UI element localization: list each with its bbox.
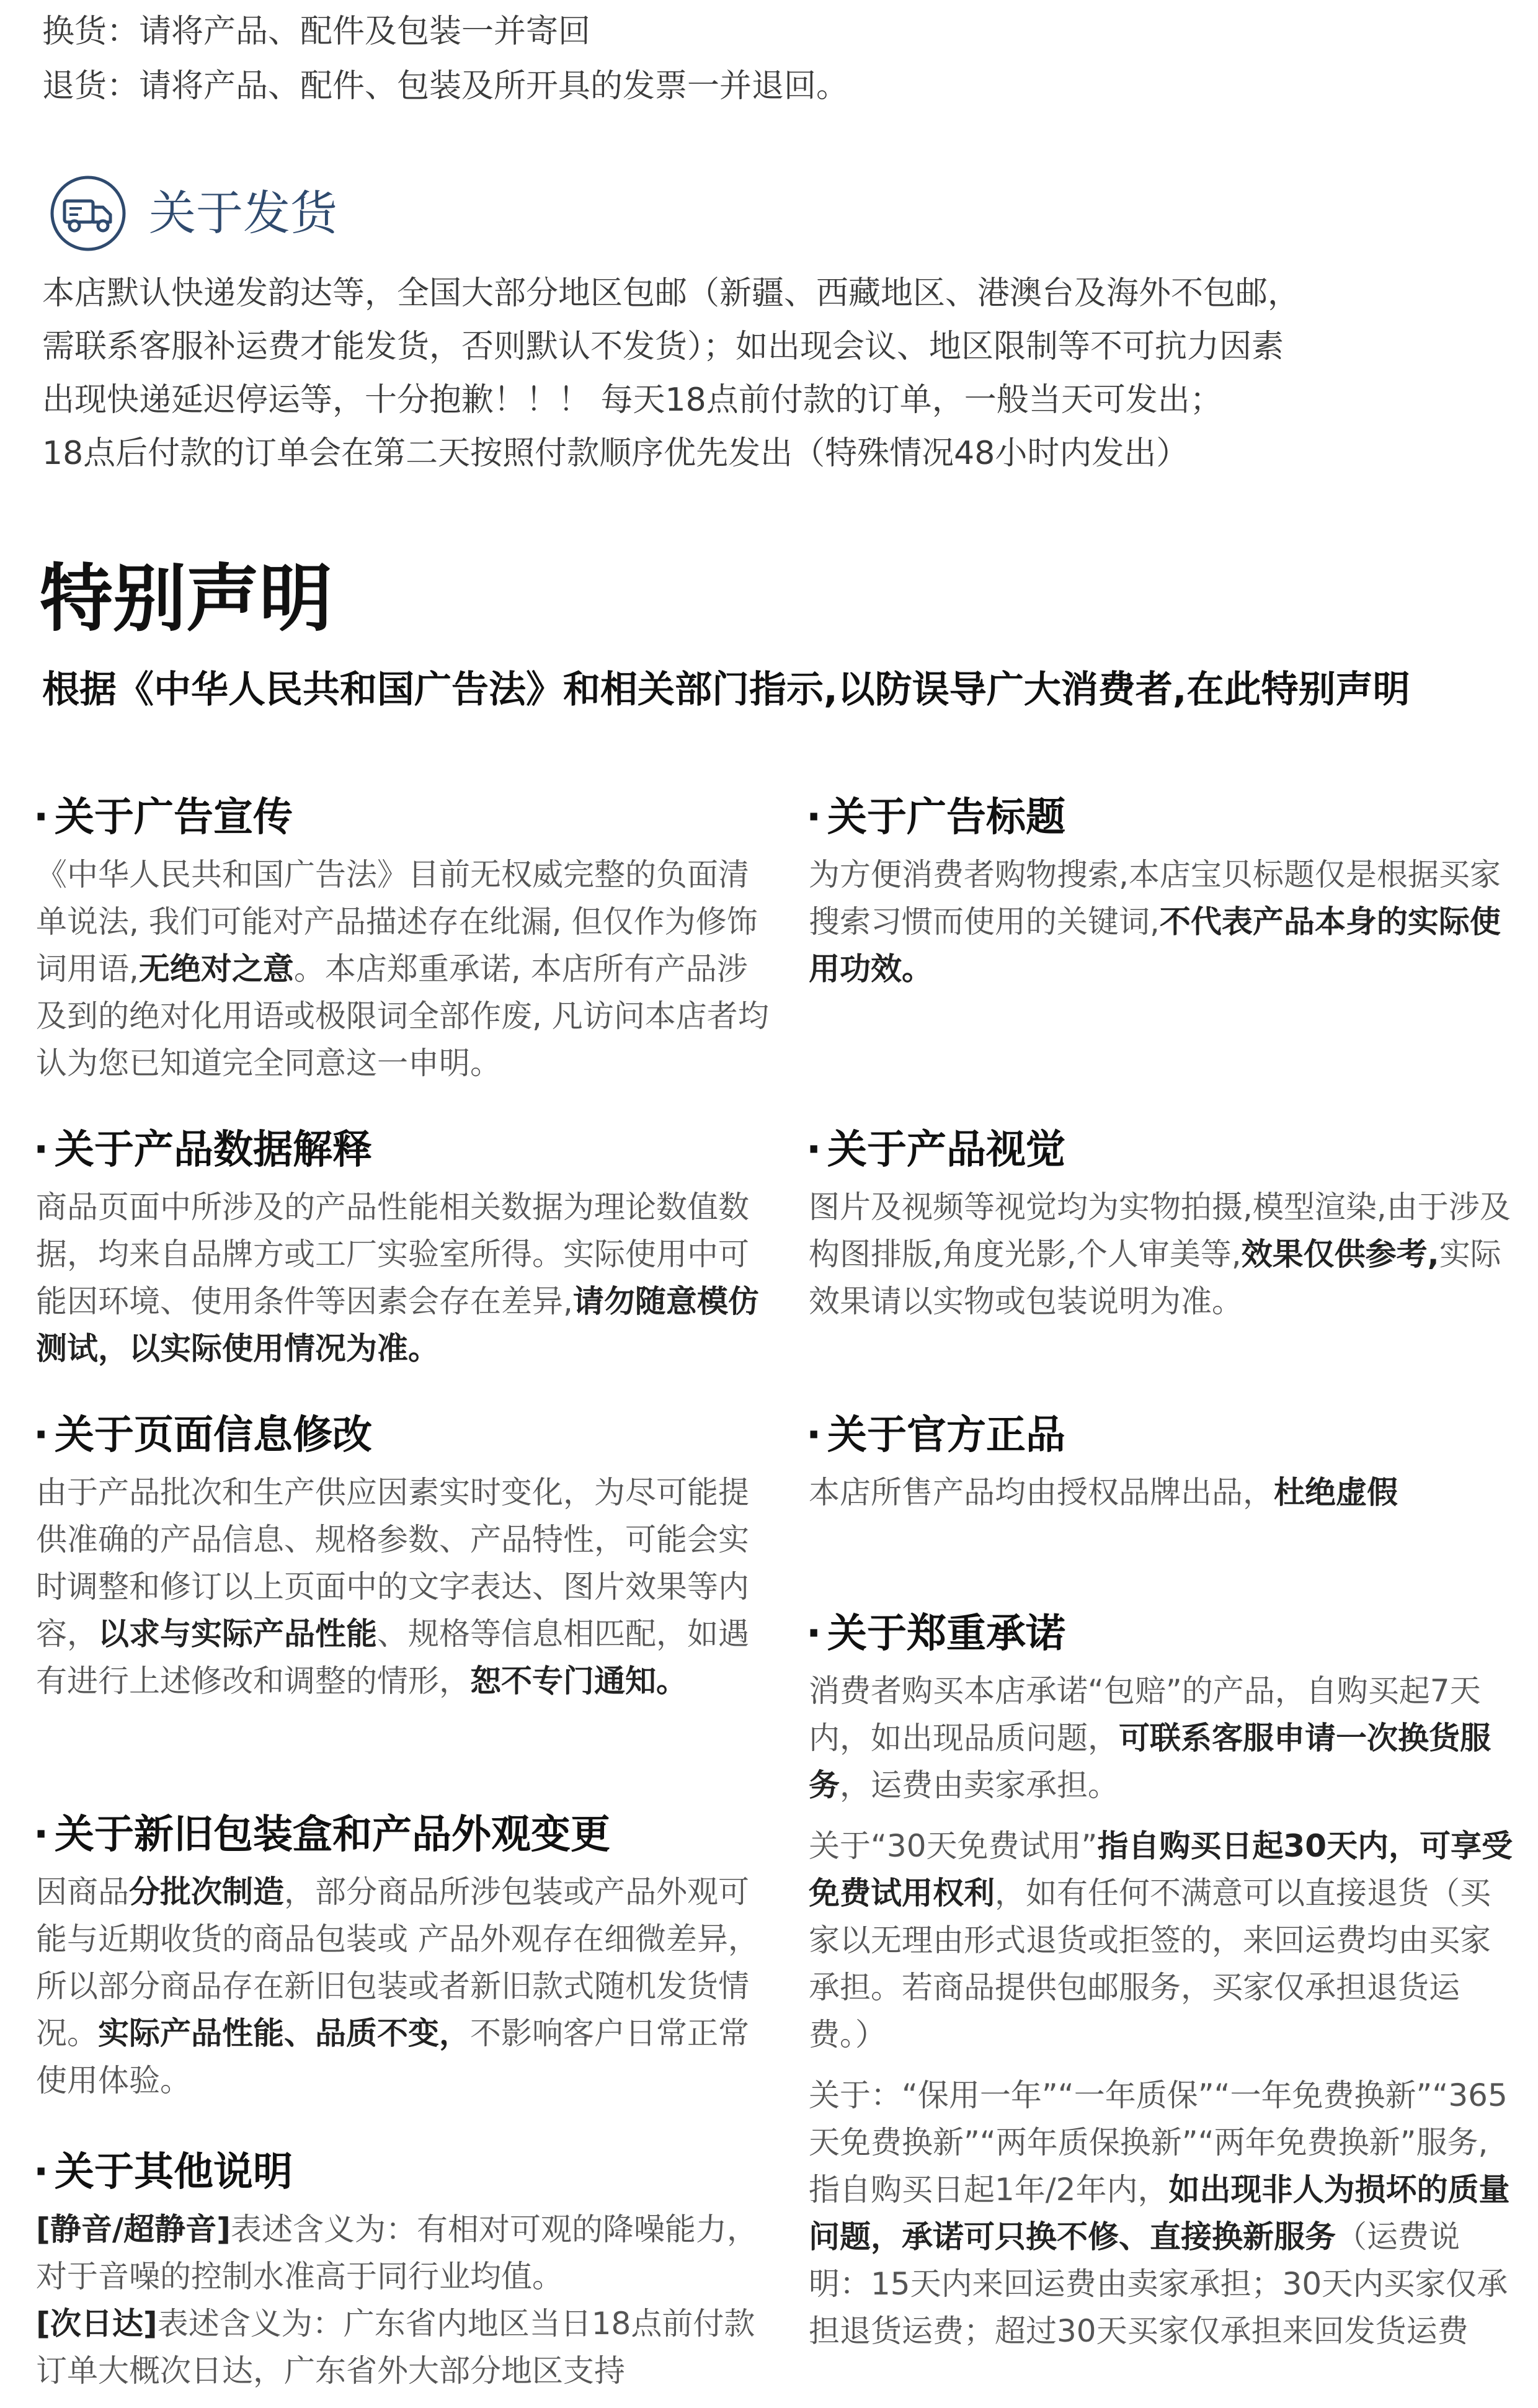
- section-adtitle: [806, 788, 1513, 1006]
- exchange-note: 换货：请将产品、配件及包装一并寄回: [42, 13, 591, 50]
- section-ad-body: 《中华人民共和国广告法》目前无权威完整的负面清单说法, 我们可能对产品描述存在纰漏, 但仅作为修饰词用语,无绝对之意。本店郑重承诺, 本店所有产品涉及到的绝对化用语或极限词全部作废, 凡访问本店者均认为您已知道完全同意这一申明。: [36, 857, 769, 1081]
- section-packaging: [33, 1805, 778, 2118]
- shipping-line-3: 出现快递延迟停运等，十分抱歉！！！ 每天18点前付款的订单，一般当天可发出；: [42, 381, 1222, 419]
- shipping-line-4: 18点后付款的订单会在第二天按照付款顺序优先发出（特殊情况48小时内发出）: [42, 435, 1189, 472]
- section-other-body: [静音/超静音]表述含义为：有相对可观的降噪能力，对于音噪的控制水准高于同行业均值。 [次日达]表述含义为：广东省内地区当日18点前付款订单大概次日达，广东省外大部分地区支持: [36, 2211, 758, 2389]
- section-promise-body: 消费者购买本店承诺“包赔”的产品，自购买起7天内，如出现品质问题，可联系客服申请一次换货服务，运费由卖家承担。 关于“30天免费试用”指自购买日起30天内，可享受免费试用权利，如有任何不满意可以直接退货（买家以无理由形式退货或拒签的，来回运费均由买家承担。若商品提供包邮服务，买家仅承担退货运费。） 关于：“保用一年”“一年质保”“一年免费换新”“365天免费换新”“两年质保换新”“两年免费换新”服务, 指自购买日起1年/2年内，如出现非人为损坏的质量问题，承诺可只换不修、直接换新服务（运费说明：15天内来回运费由卖家承担；30天内买家仅承担退货运费；超过30天买家仅承担来回发货运费: [809, 1673, 1513, 2349]
- section-info-title: · 关于页面信息修改: [33, 1412, 372, 1458]
- section-packaging-body: 因商品分批次制造，部分商品所涉包装或产品外观可能与近期收货的商品包装或 产品外观存在细微差异，所以部分商品存在新旧包装或者新旧款式随机发货情况。实际产品性能、品质不变，不影响客户日常正常使用体验。: [36, 1874, 759, 2098]
- section-data-body: 商品页面中所涉及的产品性能相关数据为理论数值数据，均来自品牌方或工厂实验室所得。实际使用中可能因环境、使用条件等因素会存在差异,请勿随意模仿测试，以实际使用情况为准。: [36, 1189, 759, 1367]
- section-ad: [33, 788, 778, 1100]
- shipping-line-1: 本店默认快递发韵达等，全国大部分地区包邮（新疆、西藏地区、港澳台及海外不包邮，: [42, 275, 1300, 312]
- section-adtitle-title: · 关于广告标题: [806, 795, 1065, 841]
- section-info-body: 由于产品批次和生产供应因素实时变化，为尽可能提供准确的产品信息、规格参数、产品特性，可能会实时调整和修订以上页面中的文字表达、图片效果等内容，以求与实际产品性能、规格等信息相匹配，如遇有进行上述修改和调整的情形，恕不专门通知。: [36, 1474, 749, 1699]
- section-data: [33, 1120, 778, 1386]
- truck-icon: [48, 174, 128, 253]
- shipping-title: 关于发货: [149, 185, 337, 241]
- section-ad-title: · 关于广告宣传: [33, 795, 293, 841]
- section-data-title: · 关于产品数据解释: [33, 1127, 372, 1173]
- section-genuine-title: · 关于官方正品: [806, 1412, 1065, 1458]
- section-adtitle-body: 为方便消费者购物搜索,本店宝贝标题仅是根据买家搜索习惯而使用的关键词,不代表产品本身的实际使用功效。: [809, 857, 1501, 987]
- section-other-title: · 关于其他说明: [33, 2149, 293, 2195]
- refund-note: 退货：请将产品、配件、包装及所开具的发票一并退回。: [42, 68, 849, 105]
- section-info: [33, 1406, 778, 1718]
- statement-subtitle: 根据《中华人民共和国广告法》和相关部门指示,以防误导广大消费者,在此特别声明: [42, 668, 1410, 711]
- shipping-line-2: 需联系客服补运费才能发货，否则默认不发货）；如出现会议、地区限制等不可抗力因素: [42, 328, 1284, 365]
- section-visual-title: · 关于产品视觉: [806, 1127, 1065, 1173]
- section-genuine-body: 本店所售产品均由授权品牌出品，杜绝虚假: [809, 1474, 1398, 1510]
- section-visual: [806, 1120, 1513, 1339]
- section-genuine: [806, 1406, 1513, 1530]
- section-other: [33, 2143, 778, 2408]
- section-promise: [806, 1604, 1513, 2368]
- statement-title: 特别声明: [40, 556, 333, 641]
- section-visual-body: 图片及视频等视觉均为实物拍摄,模型渲染,由于涉及构图排版,角度光影,个人审美等,效果仅供参考,实际效果请以实物或包装说明为准。: [809, 1189, 1511, 1319]
- section-packaging-title: · 关于新旧包装盒和产品外观变更: [33, 1812, 610, 1858]
- section-promise-title: · 关于郑重承诺: [806, 1611, 1065, 1657]
